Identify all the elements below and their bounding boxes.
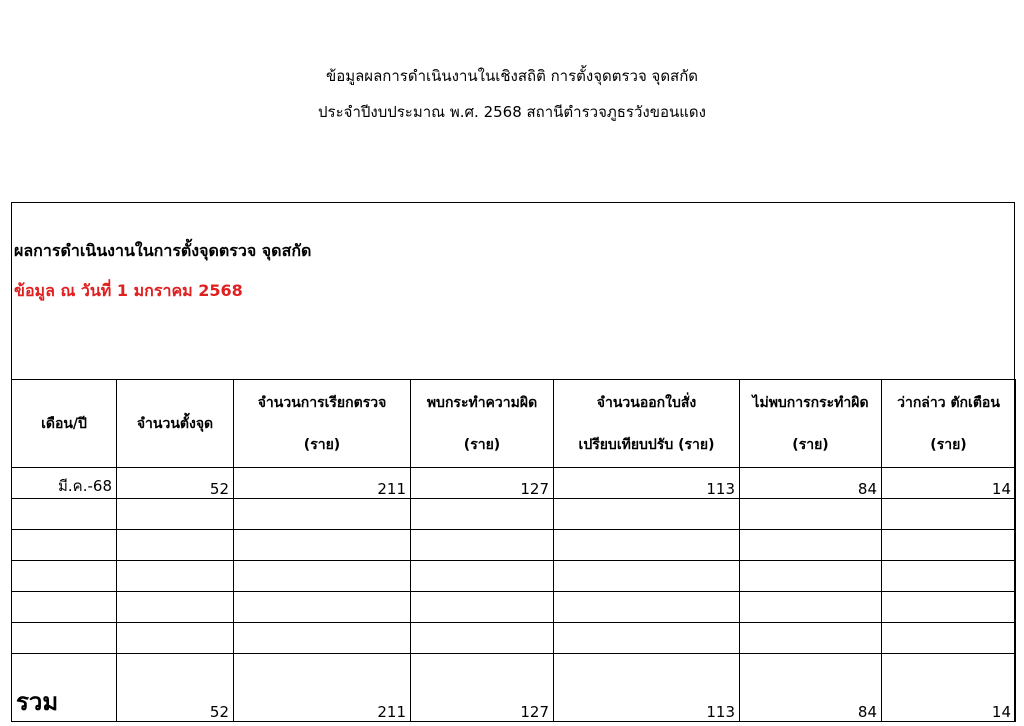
table-header-row (12, 380, 1016, 468)
table-row (12, 561, 1016, 592)
cell-inspections (234, 561, 411, 592)
table-row (12, 499, 1016, 530)
cell-no-offense (740, 499, 882, 530)
cell-tickets (554, 623, 740, 654)
cell-month (12, 530, 117, 561)
table-row (12, 623, 1016, 654)
total-warnings: 14 (882, 654, 1016, 722)
column-header-subtext: เปรียบเทียบปรับ (ราย) (578, 436, 715, 453)
total-no-offense: 84 (740, 654, 882, 722)
cell-inspections (234, 592, 411, 623)
column-header-text: จำนวนการเรียกตรวจ (257, 394, 387, 411)
cell-offenses (411, 561, 554, 592)
column-header-text: ไม่พบการกระทำผิด (752, 394, 869, 411)
column-header-text: จำนวนออกใบสั่ง (596, 394, 697, 411)
cell-warnings: 14 (882, 468, 1016, 499)
cell-inspections (234, 530, 411, 561)
cell-tickets (554, 499, 740, 530)
cell-month (12, 623, 117, 654)
report-heading: ผลการดำเนินงานในการตั้งจุดตรวจ จุดสกัด (14, 241, 312, 260)
column-header-text: ว่ากล่าว ตักเตือน (897, 394, 1000, 411)
column-header-no-offense (740, 380, 882, 468)
total-label: รวม (12, 654, 117, 722)
column-header-offenses (411, 380, 554, 468)
cell-inspections (234, 499, 411, 530)
column-header-month (12, 380, 117, 468)
cell-month (12, 499, 117, 530)
cell-no-offense: 84 (740, 468, 882, 499)
cell-offenses (411, 499, 554, 530)
cell-month (12, 592, 117, 623)
column-header-text: จำนวนตั้งจุด (136, 415, 214, 432)
column-header-warnings (882, 380, 1016, 468)
total-checkpoints: 52 (117, 654, 234, 722)
report-box (11, 202, 1015, 722)
table-row (12, 530, 1016, 561)
cell-checkpoints (117, 592, 234, 623)
table-body (12, 380, 1016, 722)
cell-tickets (554, 530, 740, 561)
cell-no-offense (740, 530, 882, 561)
column-header-tickets (554, 380, 740, 468)
cell-warnings (882, 530, 1016, 561)
column-header-subtext: (ราย) (792, 436, 829, 453)
report-as-of-date: ข้อมูล ณ วันที่ 1 มกราคม 2568 (14, 281, 243, 300)
cell-month: มี.ค.-68 (12, 468, 117, 499)
statistics-table (11, 379, 1016, 722)
table-row (12, 592, 1016, 623)
cell-warnings (882, 561, 1016, 592)
cell-month (12, 561, 117, 592)
cell-offenses (411, 592, 554, 623)
document-title-block (0, 58, 1024, 130)
cell-no-offense (740, 592, 882, 623)
cell-inspections: 211 (234, 468, 411, 499)
cell-no-offense (740, 561, 882, 592)
table-row (12, 468, 1016, 499)
cell-checkpoints (117, 623, 234, 654)
cell-tickets (554, 592, 740, 623)
cell-tickets: 113 (554, 468, 740, 499)
cell-no-offense (740, 623, 882, 654)
total-offenses: 127 (411, 654, 554, 722)
cell-warnings (882, 592, 1016, 623)
document-title: ข้อมูลผลการดำเนินงานในเชิงสถิติ การตั้งจุดตรวจ จุดสกัด (325, 67, 699, 85)
cell-offenses (411, 530, 554, 561)
column-header-checkpoints (117, 380, 234, 468)
cell-checkpoints (117, 499, 234, 530)
cell-tickets (554, 561, 740, 592)
column-header-inspections (234, 380, 411, 468)
document-subtitle: ประจำปีงบประมาณ พ.ศ. 2568 สถานีตำรวจภูธรวังขอนแดง (318, 103, 706, 121)
cell-checkpoints: 52 (117, 468, 234, 499)
total-row (12, 654, 1016, 722)
column-header-subtext: (ราย) (463, 436, 501, 453)
column-header-subtext: (ราย) (930, 436, 967, 453)
cell-offenses (411, 623, 554, 654)
report-heading-area (12, 203, 1014, 379)
cell-warnings (882, 623, 1016, 654)
total-inspections: 211 (234, 654, 411, 722)
cell-inspections (234, 623, 411, 654)
column-header-subtext: (ราย) (303, 436, 341, 453)
cell-warnings (882, 499, 1016, 530)
cell-checkpoints (117, 530, 234, 561)
column-header-text: พบกระทำความผิด (426, 394, 538, 411)
cell-checkpoints (117, 561, 234, 592)
total-tickets: 113 (554, 654, 740, 722)
cell-offenses: 127 (411, 468, 554, 499)
column-header-text: เดือน/ปี (41, 415, 87, 432)
